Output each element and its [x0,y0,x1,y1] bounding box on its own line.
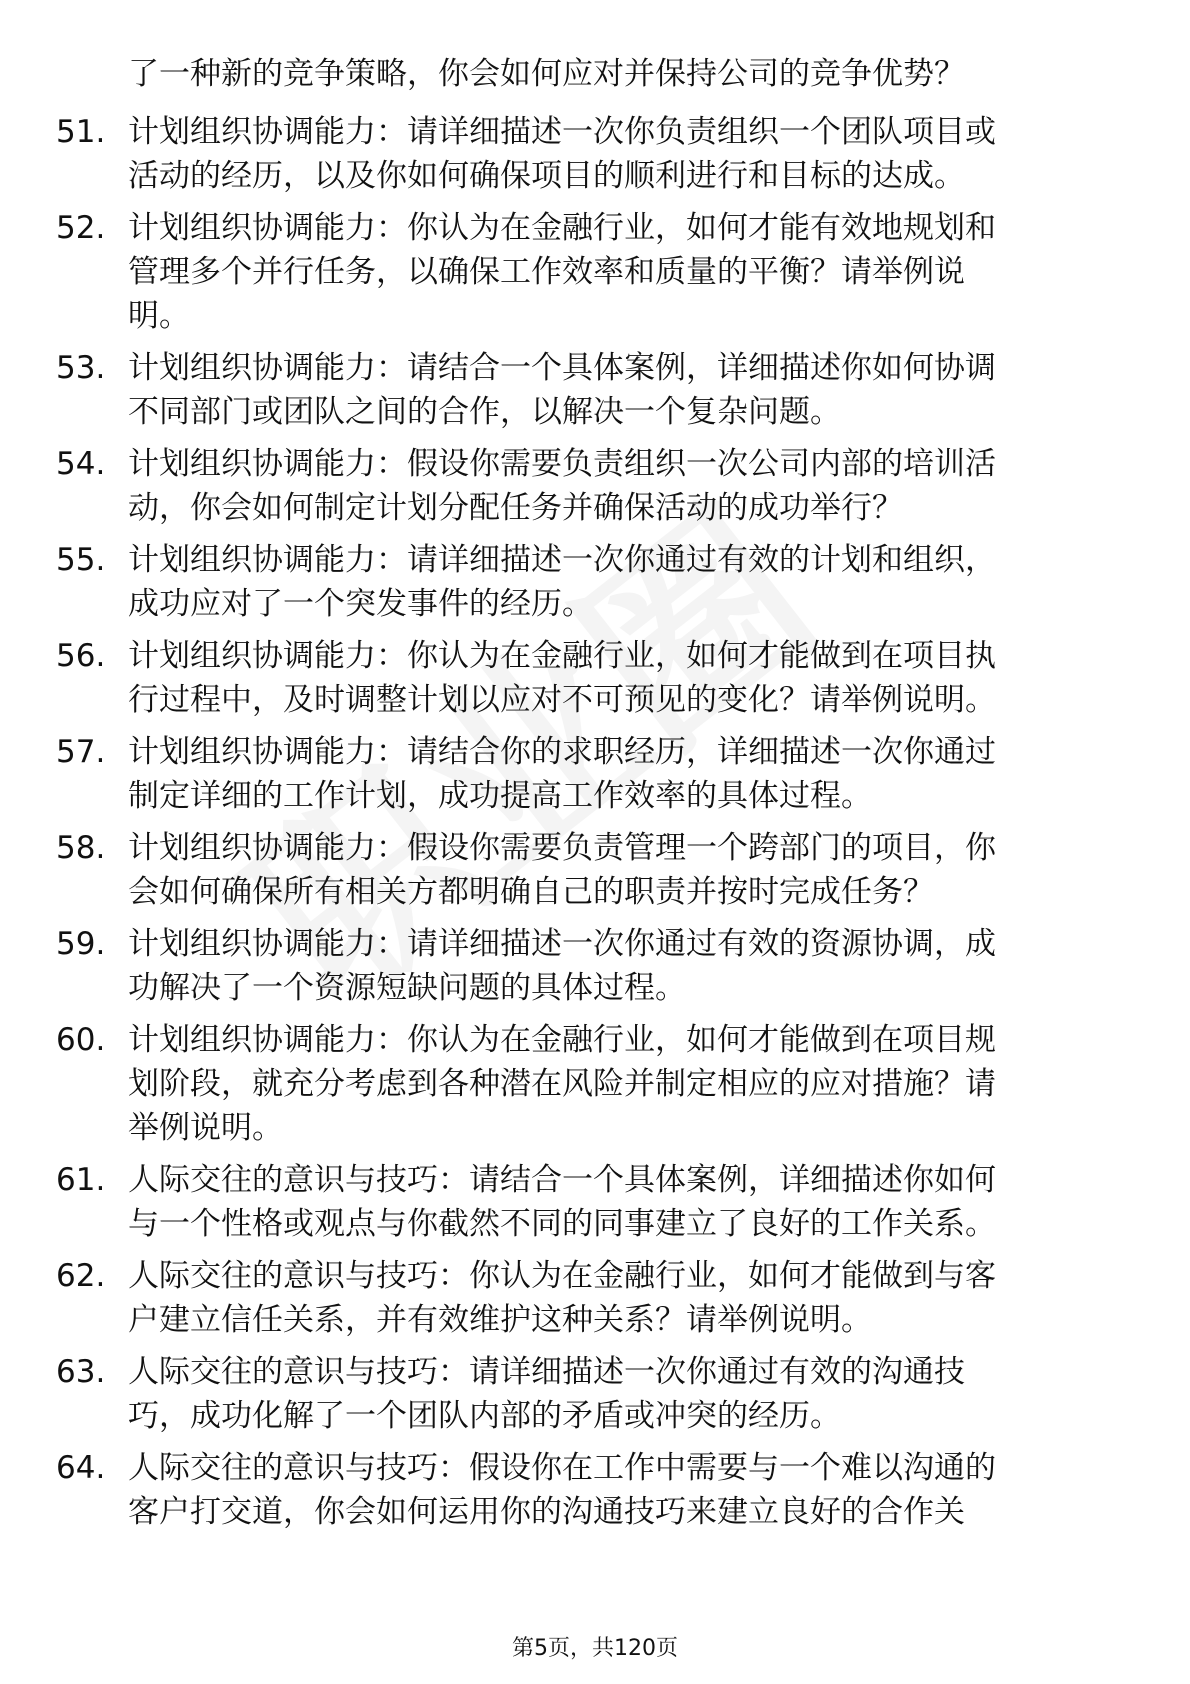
continued-text: 了一种新的竞争策略，你会如何应对并保持公司的竞争优势？ [128,56,965,92]
question-text [128,442,1168,530]
question-number: 52. [56,210,106,246]
question-line: 计划组织协调能力：请详细描述一次你通过有效的资源协调，成 [128,926,996,962]
question-text [128,1350,1168,1438]
question-number: 56. [56,638,106,674]
question-number: 60. [56,1022,106,1058]
question-text [128,110,1168,198]
question-text [128,634,1168,722]
question-line: 人际交往的意识与技巧：请结合一个具体案例，详细描述你如何 [128,1162,996,1198]
question-number: 51. [56,114,106,150]
question-line: 制定详细的工作计划，成功提高工作效率的具体过程。 [128,778,872,814]
question-line: 活动的经历，以及你如何确保项目的顺利进行和目标的达成。 [128,158,965,194]
question-number: 61. [56,1162,106,1198]
question-text [128,538,1168,626]
question-line: 计划组织协调能力：你认为在金融行业，如何才能做到在项目规 [128,1022,996,1058]
question-text [128,730,1168,818]
question-number: 63. [56,1354,106,1390]
question-line: 巧，成功化解了一个团队内部的矛盾或冲突的经历。 [128,1398,841,1434]
question-line: 举例说明。 [128,1110,283,1146]
question-text [128,1446,1168,1534]
question-line: 计划组织协调能力：假设你需要负责组织一次公司内部的培训活 [128,446,996,482]
question-number: 58. [56,830,106,866]
question-line: 计划组织协调能力：你认为在金融行业，如何才能有效地规划和 [128,210,996,246]
question-line: 行过程中，及时调整计划以应对不可预见的变化？请举例说明。 [128,682,996,718]
question-line: 成功应对了一个突发事件的经历。 [128,586,593,622]
question-line: 客户打交道，你会如何运用你的沟通技巧来建立良好的合作关 [128,1494,965,1530]
question-number: 57. [56,734,106,770]
question-line: 人际交往的意识与技巧：假设你在工作中需要与一个难以沟通的 [128,1450,996,1486]
question-line: 不同部门或团队之间的合作，以解决一个复杂问题。 [128,394,841,430]
question-line: 划阶段，就充分考虑到各种潜在风险并制定相应的应对措施？请 [128,1066,996,1102]
question-line: 计划组织协调能力：请详细描述一次你负责组织一个团队项目或 [128,114,996,150]
question-line: 人际交往的意识与技巧：你认为在金融行业，如何才能做到与客 [128,1258,996,1294]
question-line: 计划组织协调能力：你认为在金融行业，如何才能做到在项目执 [128,638,996,674]
question-line: 户建立信任关系，并有效维护这种关系？请举例说明。 [128,1302,872,1338]
question-line: 明。 [128,298,190,334]
page-footer: 第5页，共120页 [512,1636,678,1661]
question-line: 动，你会如何制定计划分配任务并确保活动的成功举行？ [128,490,903,526]
question-text [128,346,1168,434]
question-line: 管理多个并行任务，以确保工作效率和质量的平衡？请举例说 [128,254,965,290]
question-number: 62. [56,1258,106,1294]
question-line: 计划组织协调能力：请结合一个具体案例，详细描述你如何协调 [128,350,996,386]
question-line: 与一个性格或观点与你截然不同的同事建立了良好的工作关系。 [128,1206,996,1242]
question-line: 计划组织协调能力：假设你需要负责管理一个跨部门的项目，你 [128,830,996,866]
question-text [128,1158,1168,1246]
question-number: 54. [56,446,106,482]
question-line: 计划组织协调能力：请详细描述一次你通过有效的计划和组织， [128,542,996,578]
question-text [128,826,1168,914]
question-text [128,1254,1168,1342]
question-text [128,1018,1168,1150]
question-text [128,922,1168,1010]
question-number: 53. [56,350,106,386]
question-number: 55. [56,542,106,578]
question-line: 功解决了一个资源短缺问题的具体过程。 [128,970,686,1006]
question-line: 人际交往的意识与技巧：请详细描述一次你通过有效的沟通技 [128,1354,965,1390]
question-text [128,206,1168,338]
question-number: 59. [56,926,106,962]
question-line: 计划组织协调能力：请结合你的求职经历，详细描述一次你通过 [128,734,996,770]
question-line: 会如何确保所有相关方都明确自己的职责并按时完成任务？ [128,874,934,910]
question-number: 64. [56,1450,106,1486]
